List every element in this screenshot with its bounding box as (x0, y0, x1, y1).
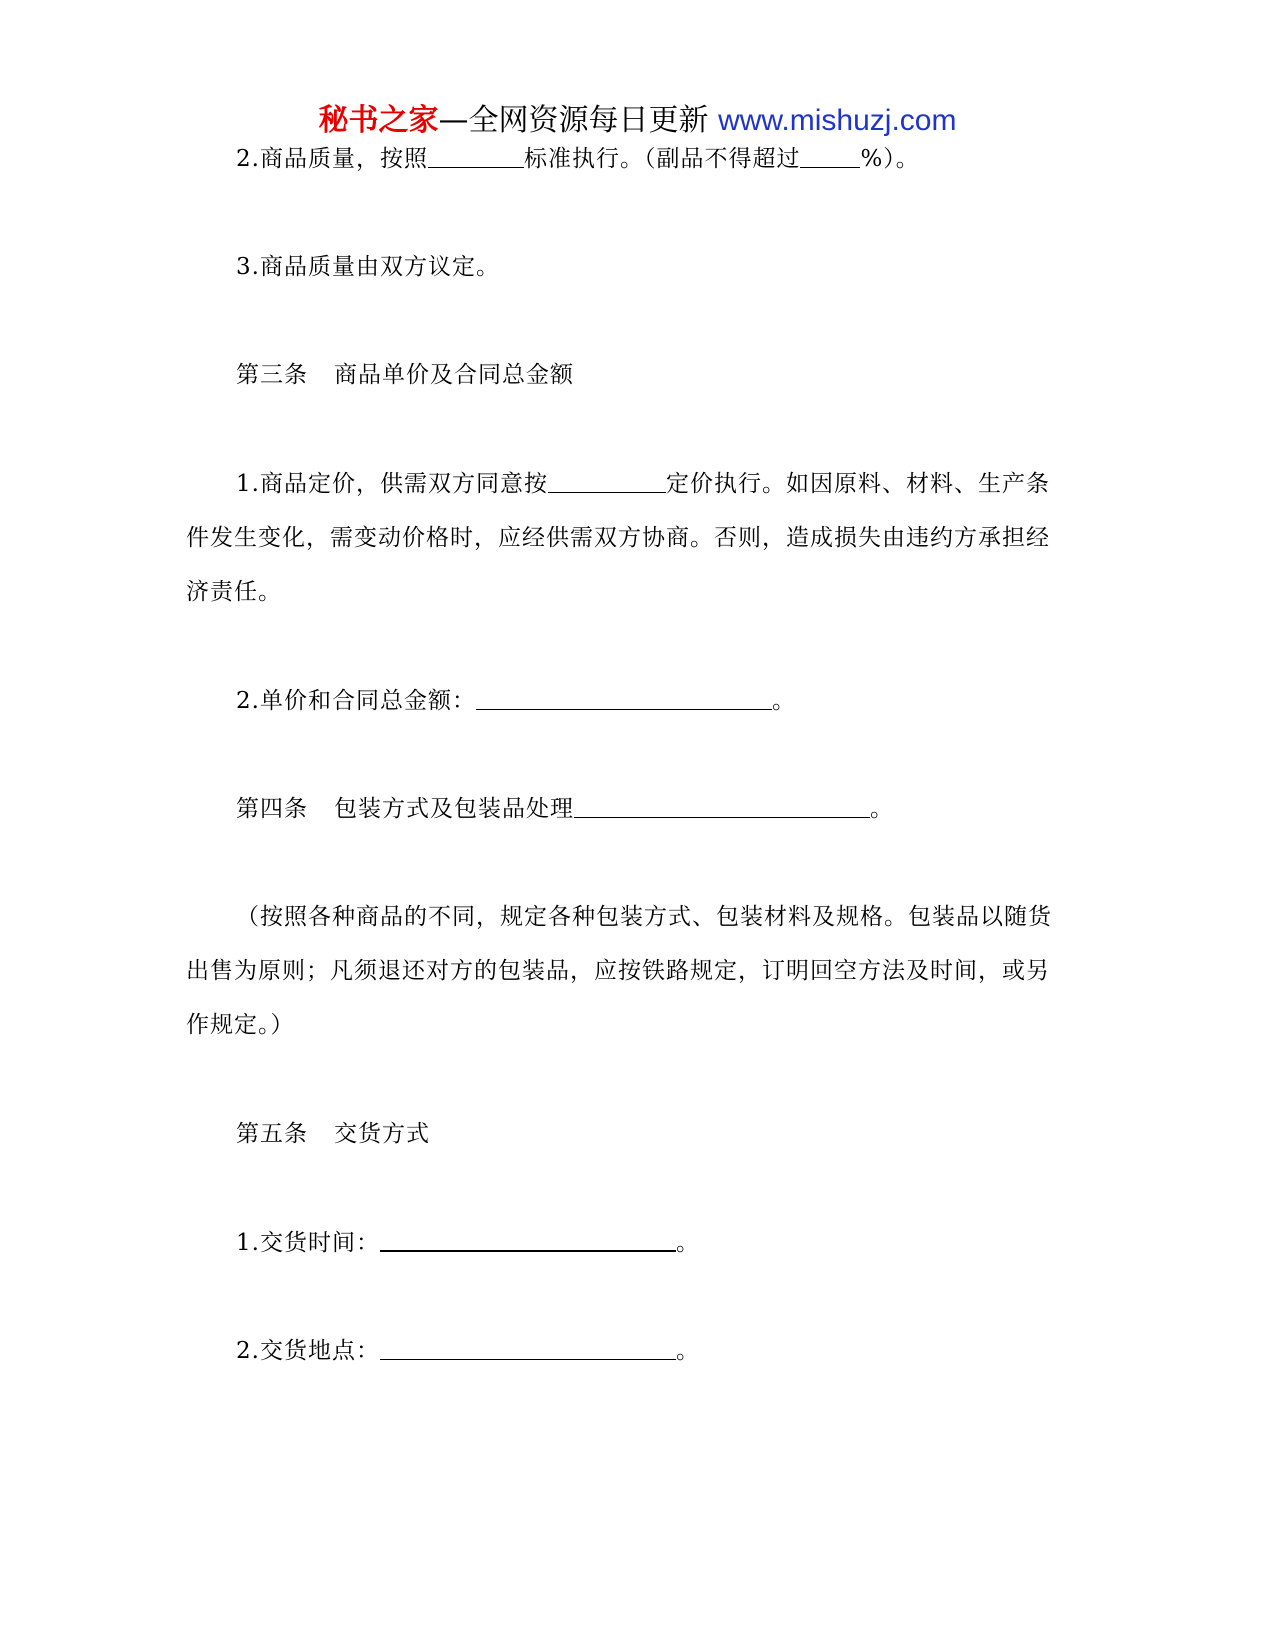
clause-text: 。 (675, 1338, 700, 1364)
article-number: 第五条 (236, 1121, 308, 1147)
clause-text: 标准执行。（副品不得超过 (523, 146, 801, 172)
clause-text: 2.商品质量，按照 (236, 146, 428, 172)
article-3-heading (236, 360, 1136, 390)
article-5-heading (236, 1119, 1136, 1149)
price-basis-blank (548, 470, 666, 493)
clause-text: 1.交货时间： (236, 1230, 380, 1256)
packing-note-line-1: （按照各种商品的不同，规定各种包装方式、包装材料及规格。包装品以随货 (236, 904, 1052, 930)
delivery-place-blank (380, 1337, 676, 1360)
clause-text: %）。 (860, 146, 920, 172)
article-title: 商品单价及合同总金额 (334, 362, 574, 388)
packing-note-line-3: 作规定。） (186, 1012, 295, 1038)
delivery-time-blank (380, 1228, 676, 1252)
standard-blank (428, 145, 524, 168)
article-title: 交货方式 (334, 1121, 430, 1147)
clause-text: 。 (675, 1230, 700, 1256)
clause-text: 。 (870, 796, 894, 822)
price-clause-1-line-2: 件发生变化，需变动价格时，应经供需双方协商。否则，造成损失由违约方承担经 (186, 525, 1050, 551)
site-slogan: —全网资源每日更新 (438, 103, 709, 138)
quality-clause-3: 3.商品质量由双方议定。 (236, 254, 500, 280)
clause-text: 定价执行。如因原料、材料、生产条 (665, 471, 1050, 497)
packing-note-line-2: 出售为原则；凡须退还对方的包装品，应按铁路规定，订明回空方法及时间，或另 (186, 958, 1050, 984)
article-number: 第四条 (236, 796, 308, 822)
article-title: 包装方式及包装品处理 (334, 796, 574, 822)
price-clause-1-line-3: 济责任。 (186, 579, 282, 605)
clause-text: 。 (771, 688, 796, 714)
packing-blank (574, 795, 870, 818)
delivery-clause-2 (236, 1336, 1136, 1366)
quality-clause-2 (236, 144, 1136, 174)
clause-text: 1.商品定价，供需双方同意按 (236, 471, 548, 497)
article-number: 第三条 (236, 362, 308, 388)
price-clause-2 (236, 686, 1136, 716)
delivery-clause-1 (236, 1228, 1136, 1258)
total-amount-blank (476, 687, 772, 710)
percent-blank (800, 145, 860, 168)
article-4-heading (236, 794, 1136, 824)
clause-text: 2.交货地点： (236, 1338, 380, 1364)
site-url[interactable]: www.mishuzj.com (718, 104, 957, 137)
site-brand: 秘书之家 (318, 103, 439, 138)
site-header (0, 99, 1275, 143)
price-clause-1-line-1 (236, 469, 1136, 499)
clause-text: 2.单价和合同总金额： (236, 688, 476, 714)
